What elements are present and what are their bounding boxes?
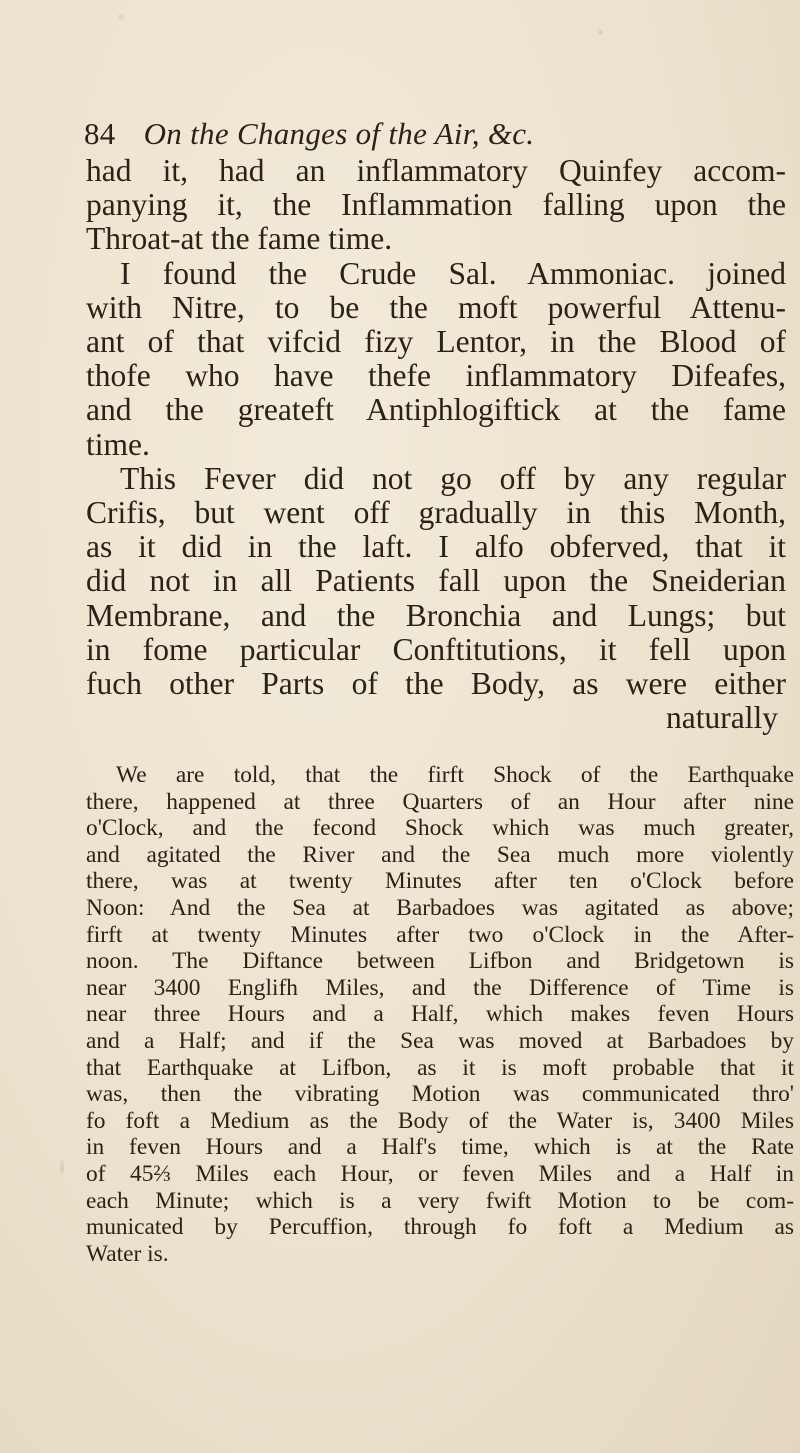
text-line: fuch other Parts of the Body, as were either [86,666,786,702]
running-title: On the Changes of the Air, &c. [143,116,535,151]
text-line: was, then the vibrating Motion was communicated thro' [86,1081,794,1108]
text-line: Noon: And the Sea at Barbadoes was agitated as above; [86,894,794,921]
text-line: with Nitre, to be the moft powerful Attenu- [86,289,786,325]
text-line: I found the Crude Sal. Ammoniac. joined [120,255,786,291]
text-line: there, was at twenty Minutes after ten o'Clock before [86,868,794,895]
catchword: naturally [666,700,778,736]
text-line: did not in all Patients fall upon the Sneiderian [86,563,786,599]
text-line: panying it, the Inflammation falling upon the [86,187,786,223]
text-line: fo foft a Medium as the Body of the Water is, 3400 Miles [86,1107,794,1134]
text-line: o'Clock, and the fecond Shock which was much greater, [86,815,794,842]
text-line: of 45⅔ Miles each Hour, or feven Miles and a Half in [86,1160,794,1187]
text-line: in fome particular Conftitutions, it fell upon [86,631,786,667]
text-line: We are told, that the firft Shock of the Earthquake [116,762,794,788]
text-line: and a Half; and if the Sea was moved at Barbadoes by [86,1027,794,1054]
text-line: time. [86,426,150,462]
paper-stain [118,14,124,20]
body-text-upper [86,154,786,735]
paper-stain [598,30,603,35]
page-number: 84 [84,116,116,151]
text-line: municated by Percuffion, through fo foft a Medium as [86,1214,794,1241]
text-line: near three Hours and a Half, which makes feven Hours [86,1001,794,1028]
text-line: Water is. [86,1240,169,1267]
text-line: that Earthquake at Lifbon, as it is moft probable that it [86,1054,794,1081]
running-head [84,116,704,152]
text-line: as it did in the laft. I alfo obferved, that it [86,529,786,565]
text-line: and agitated the River and the Sea much more violently [86,841,794,868]
text-line: Membrane, and the Bronchia and Lungs; but [86,597,786,633]
text-line: firft at twenty Minutes after two o'Clock in the After- [86,921,794,948]
text-line: near 3400 Englifh Miles, and the Difference of Time is [86,974,794,1001]
text-line: thofe who have thefe inflammatory Difeafes, [86,358,786,394]
text-line: there, happened at three Quarters of an Hour after nine [86,788,794,815]
text-line: This Fever did not go off by any regular [120,460,786,496]
text-line: Throat-at the fame time. [86,221,393,257]
paper-stain [60,1160,64,1174]
text-line: in feven Hours and a Half's time, which is at the Rate [86,1134,794,1161]
text-line: Crifis, but went off gradually in this Month, [86,495,786,531]
body-text-lower [86,762,794,1267]
text-line: had it, had an inflammatory Quinfey accom- [86,153,786,188]
text-line: noon. The Diftance between Lifbon and Bridgetown is [86,948,794,975]
text-line: ant of that vifcid fizy Lentor, in the Blood of [86,324,786,360]
text-line: each Minute; which is a very fwift Motion to be com- [86,1187,794,1214]
text-line: and the greateft Antiphlogiftick at the fame [86,392,786,428]
